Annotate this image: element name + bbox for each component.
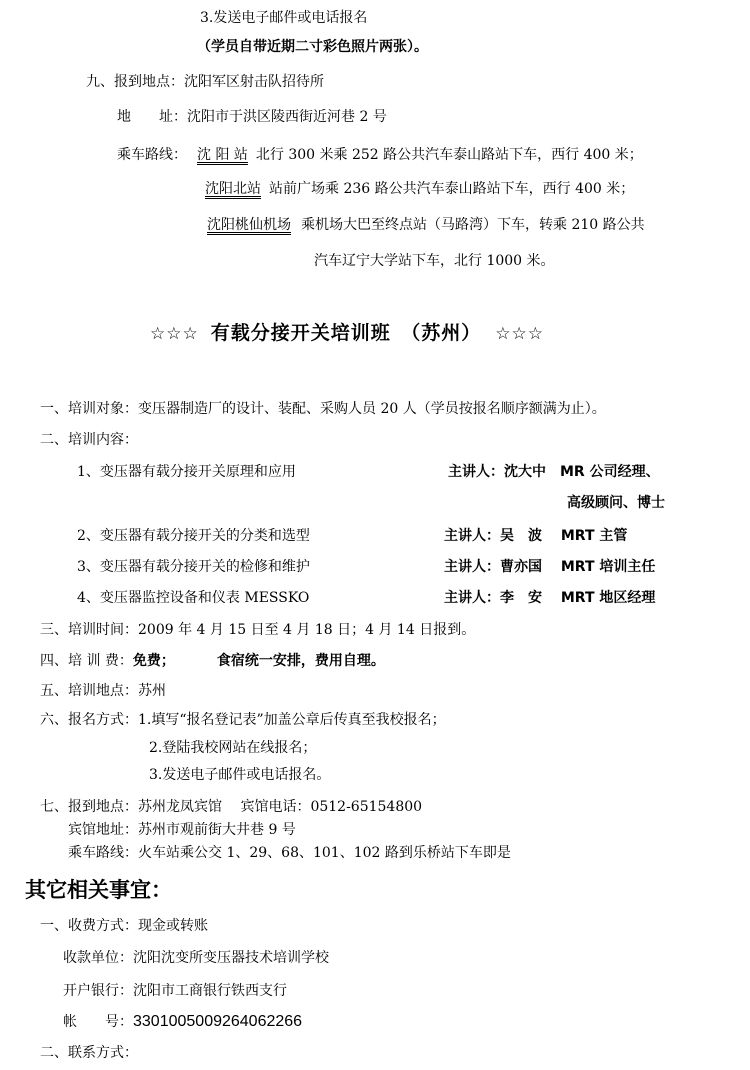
account-number: 3301005009264062266 (133, 1013, 303, 1030)
route-continuation: 汽车辽宁大学站下车，北行 1000 米。 (314, 253, 555, 269)
registration-method (40, 710, 446, 730)
title-text: 有载分接开关培训班 （苏州） (210, 322, 482, 344)
suzhou-report-place: 七、报到地点：苏州龙凤宾馆 宾馆电话：0512-65154800 (40, 799, 423, 815)
account-label: 帐 号： (63, 1014, 133, 1030)
route-line-3 (207, 215, 645, 235)
station-shenyang-north: 沈阳北站 (205, 181, 261, 197)
registration-item-3-suzhou: 3.发送电子邮件或电话报名。 (149, 767, 331, 783)
registration-item-1: 1.填写“报名登记表”加盖公章后传真至我校报名； (138, 712, 446, 728)
course-2-speaker: 主讲人：吴 波 MRT 主管 (444, 528, 628, 544)
fee-label: 四、培 训 费： (40, 653, 133, 669)
training-time: 三、培训时间：2009 年 4 月 15 日至 4 月 18 日；4 月 14 日报到。 (40, 622, 476, 638)
payment-method: 一、收费方式：现金或转账 (40, 918, 208, 934)
route-label: 乘车路线： (117, 147, 187, 163)
bank: 开户银行：沈阳市工商银行铁西支行 (63, 983, 287, 999)
station-shenyang: 沈 阳 站 (197, 147, 248, 163)
registration-label: 六、报名方式： (40, 712, 138, 728)
suzhou-route: 乘车路线：火车站乘公交 1、29、68、101、102 路到乐桥站下车即是 (68, 845, 511, 861)
hotel-address: 宾馆地址：苏州市观前街大井巷 9 号 (68, 822, 296, 838)
registration-item-3: 3.发送电子邮件或电话报名 (200, 10, 368, 26)
route-line-2 (205, 179, 634, 199)
training-target: 一、培训对象：变压器制造厂的设计、装配、采购人员 20 人（学员按报名顺序额满为止）。 (40, 401, 606, 417)
address-label: 地 址： (117, 109, 187, 125)
other-matters-title: 其它相关事宜： (25, 878, 172, 902)
route-text-1: 北行 300 米乘 252 路公共汽车泰山路站下车，西行 400 米； (255, 147, 643, 163)
course-3: 3、变压器有载分接开关的检修和维护 (77, 559, 310, 575)
address-line (117, 107, 387, 127)
stars-left-icon: ☆☆☆ (150, 324, 199, 344)
course-1-speaker: 主讲人：沈大中 MR 公司经理、 (448, 464, 660, 480)
address-value: 沈阳市于洪区陵西街近河巷 2 号 (187, 109, 387, 125)
fee-meal: 食宿统一安排，费用自理。 (216, 653, 385, 669)
route-line-1 (117, 145, 643, 165)
contact-label: 二、联系方式： (40, 1045, 138, 1061)
registration-item-2: 2.登陆我校网站在线报名； (149, 740, 317, 756)
course-1: 1、变压器有载分接开关原理和应用 (77, 464, 296, 480)
account-line (63, 1012, 302, 1032)
course-4-speaker: 主讲人：李 安 MRT 地区经理 (444, 590, 656, 606)
course-2: 2、变压器有载分接开关的分类和选型 (77, 528, 310, 544)
training-fee (40, 651, 385, 671)
route-text-3: 乘机场大巴至终点站（马路湾）下车，转乘 210 路公共 (301, 217, 645, 233)
station-taoxian-airport: 沈阳桃仙机场 (207, 217, 291, 233)
report-place: 九、报到地点：沈阳军区射击队招待所 (86, 74, 324, 90)
payee: 收款单位：沈阳沈变所变压器技术培训学校 (63, 950, 329, 966)
photo-note: （学员自带近期二寸彩色照片两张）。 (197, 39, 428, 55)
course-1-speaker-cont: 高级顾问、博士 (567, 495, 665, 511)
fee-free: 免费； (132, 653, 175, 669)
route-text-2: 站前广场乘 236 路公共汽车泰山路站下车，西行 400 米； (269, 181, 635, 197)
course-3-speaker: 主讲人：曹亦国 MRT 培训主任 (444, 559, 656, 575)
training-place: 五、培训地点：苏州 (40, 683, 166, 699)
stars-right-icon: ☆☆☆ (495, 324, 544, 344)
training-title (150, 321, 544, 345)
course-4: 4、变压器监控设备和仪表 MESSKO (77, 590, 310, 606)
training-content-label: 二、培训内容： (40, 432, 138, 448)
